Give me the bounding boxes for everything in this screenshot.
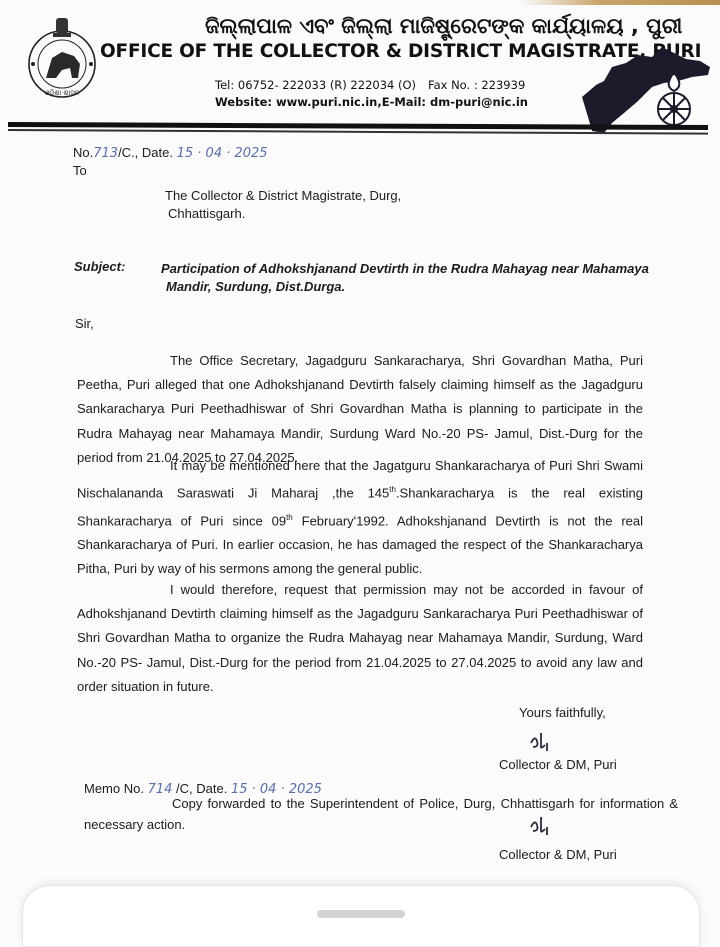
addressee-line-2: Chhattisgarh. <box>168 206 246 221</box>
reference-line <box>73 145 268 161</box>
odisha-government-seal-icon <box>22 12 102 100</box>
addressee-line-1: The Collector & District Magistrate, Durg, <box>165 188 402 203</box>
subject-label: Subject: <box>74 259 126 274</box>
telephone-numbers: Tel: 06752- 222033 (R) 222034 (O) <box>215 78 417 92</box>
signature-icon <box>527 729 555 753</box>
reference-date: 15 · 04 · 2025 <box>176 146 268 161</box>
fax-number: Fax No. : 223939 <box>428 78 526 92</box>
contact-phone-fax <box>215 78 525 92</box>
paragraph-3-text: I would therefore, request that permission may not be accorded in favour of Adhokshjanand Devtirth claiming himself as the Jagadguru Sankaracharya Puri Peethadhiswar of Shri Govardhan Matha to organize the Rudra Mahayag near Mahamaya Mandir, Surdung, Ward No.-20 PS- Jamul, Dist.-Durg for the period from 21.04.2025 to 27.04.2025 to avoid any law and order situation in future. <box>77 582 643 694</box>
drag-handle[interactable] <box>317 910 405 918</box>
subject-line-2: Mandir, Surdung, Dist.Durga. <box>166 279 346 294</box>
emblem-text: ଓଡ଼ିଶା ଶାସନ <box>44 89 80 97</box>
odisha-map-konark-wheel-icon <box>582 45 714 133</box>
memo-number: 714 <box>147 782 173 797</box>
paragraph-1 <box>77 349 643 470</box>
paragraph-2-text-b: .Shankaracharya is the real existing Shankaracharya of Puri since 09 <box>77 485 643 529</box>
memo-signature-icon <box>527 813 555 837</box>
signatory-title: Collector & DM, Puri <box>499 757 617 772</box>
paragraph-2-text-c: February'1992. Adhokshjanand Devtirth is not the real Shankaracharya of Puri. In earlier occasion, he has damaged the respect of the Shankaracharya Pitha, Puri by way of his sermons among the general public. <box>77 513 643 577</box>
ordinal-suffix-1: th <box>389 485 396 495</box>
paragraph-2 <box>77 454 643 582</box>
subject-line-1: Participation of Adhokshjanand Devtirth in the Rudra Mahayag near Mahamaya <box>161 261 649 276</box>
paragraph-3 <box>77 578 643 699</box>
reference-suffix: /C., Date. <box>118 145 173 160</box>
memo-text-continued: necessary action. <box>84 817 186 832</box>
memo-text: Copy forwarded to the Superintendent of Police, Durg, Chhattisgarh for information & <box>172 796 679 811</box>
memo-suffix: /C, Date. <box>176 781 228 796</box>
reference-number: 713 <box>93 146 119 161</box>
office-title-odia: ଜିଲ୍ଲାପାଳ ଏବଂ ଜିଲ୍ଲା ମାଜିଷ୍ଟ୍ରେଟଙ୍କ କାର୍ଯ୍ୟାଳୟ , ପୁରୀ <box>205 14 683 38</box>
paragraph-2-text-a: It may be mentioned here that the Jagatguru Shankaracharya of Puri Shri Swami Nischalananda Saraswati Ji Maharaj ,the 145 <box>77 458 643 501</box>
website-email: Website: www.puri.nic.in,E-Mail: dm-puri@nic.in <box>215 95 528 109</box>
memo-prefix: Memo No. <box>84 781 144 796</box>
memo-line <box>84 781 322 797</box>
office-title-english: OFFICE OF THE COLLECTOR & DISTRICT MAGISTRATE, PURI <box>100 41 702 62</box>
closing: Yours faithfully, <box>519 705 606 720</box>
to-label: To <box>73 163 87 178</box>
memo-signatory-title: Collector & DM, Puri <box>499 847 617 862</box>
paragraph-1-text: The Office Secretary, Jagadguru Sankaracharya, Shri Govardhan Matha, Puri Peetha, Puri alleged that one Adhokshjanand Devtirth falsely claiming himself as the Jagadguru Sankaracharya Puri Peethadhiswar of Shri Govardhan Matha is planning to participate in the Rudra Mahayag near Mahamaya Mandir, Surdung Ward No.-20 PS- Jamul, Dist.-Durg for the period from 21.04.2025 to 27.04.2025. <box>77 353 643 465</box>
ordinal-suffix-2: th <box>286 512 293 522</box>
memo-date: 15 · 04 · 2025 <box>230 782 322 797</box>
salutation: Sir, <box>75 316 94 331</box>
bottom-sheet[interactable] <box>22 885 700 947</box>
reference-prefix: No. <box>73 145 94 160</box>
